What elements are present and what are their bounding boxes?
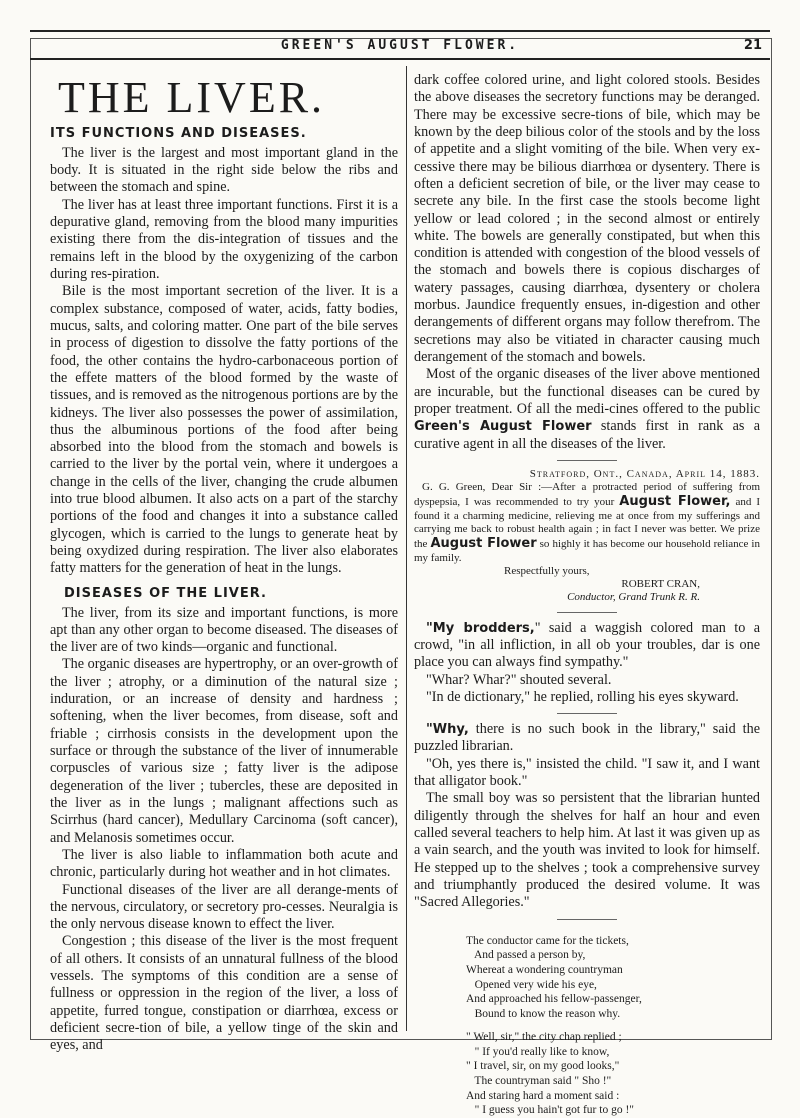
letter-text: After a protracted period of suffering from dyspepsia, I was recommended to try your <box>414 481 760 509</box>
poem-line: The conductor came for the tickets, <box>466 934 629 947</box>
poem-line: Bound to know the reason why. <box>466 1008 621 1021</box>
joke-lead: "My brodders, <box>426 620 535 636</box>
poem-line: " I guess you hain't got fur to go !" <box>466 1104 634 1117</box>
letter-text: and I found it a charming medicine, relieving me at once from my sufferings and carrying me back to robust health again ; in fact I never was better. We prize the <box>414 496 760 551</box>
stanza-break <box>466 1022 760 1030</box>
brand-name: August Flower <box>430 536 537 552</box>
joke-paragraph: "Whar? Whar?" shouted several. <box>426 671 612 688</box>
joke-paragraph: "In de dictionary," he replied, rolling his eyes skyward. <box>426 688 739 705</box>
paragraph-august-flower <box>414 366 760 453</box>
paragraph: The liver is also liable to inflammation both acute and chronic, particularly during hot weather and in hot climates. <box>50 846 398 881</box>
joke-lead: "Why, <box>426 722 469 738</box>
letter-body <box>414 481 760 565</box>
right-column <box>414 72 760 1118</box>
poem-line: " I travel, sir, on my good looks," <box>466 1060 620 1073</box>
poem-line: " If you'd really like to know, <box>466 1045 610 1058</box>
letter-signer: ROBERT CRAN, <box>621 578 700 591</box>
poem-line: And staring hard a moment said : <box>466 1089 620 1102</box>
divider-rule <box>557 612 617 613</box>
section-heading-diseases: DISEASES OF THE LIVER. <box>64 585 267 601</box>
paragraph: Congestion ; this disease of the liver is the most frequent of all others. It consists of an unnatural fullness of the blood vessels. The symptoms of this condition are a sense of fullness or oppression in the region of the liver, a loss of appetite, furred tongue, constipation or diarrhœa, excess or deficient secre-tion of bile, a yellow tinge of the skin and eyes, and <box>50 933 398 1054</box>
paragraph: dark coffee colored urine, and light colored stools. Besides the above diseases the secretory functions may be deranged. There may be excessive secre-tions of bile, which may be known by the deep bilious color of the stools and by the loss of appetite and a slight vomiting of the bile. When very ex-cessive there may be bilious diarrhœa or dysentery. There is often a deficient secretion of bile, or the liver may cease to secrete any bile. In the first case the stools become light yellow or lead colored ; in the second almost or entirely white. The bowels are generally constipated, but when this condition is attended with congestion of the blood vessels of the stomach and bowels there is copious discharges of watery passages, causing diarrhœa, dysentery or cholera morbus. Jaundice frequently ensues, in-digestion and other derangements of different organs may follow therefrom. The secretions may also be vitiated in character causing much derangement of the stomach and bowels. <box>414 72 760 365</box>
running-header <box>30 30 770 60</box>
paragraph: The liver has at least three important functions. First it is a depurative gland, removing from the blood many impurities existing there from the dis-integration of tissues and the remains left in the blood by the oxygenizing of the carbon during res-piration. <box>50 196 398 283</box>
section-heading-functions: ITS FUNCTIONS AND DISEASES. <box>50 126 307 141</box>
letter-text: so highly it has become our household reliance in my family. <box>414 538 760 564</box>
poem-line: Opened very wide his eye, <box>466 978 597 991</box>
letter-salutation: G. G. Green, Dear Sir :— <box>422 481 553 494</box>
brand-name: Green's August Flower <box>414 419 592 435</box>
paragraph-text: stands first in rank as a curative agent in all the diseases of the liver. <box>414 418 760 452</box>
divider-rule <box>557 713 617 714</box>
letter-dateline: Stratford, Ont., Canada, April 14, 1883. <box>529 467 760 480</box>
paragraph: Functional diseases of the liver are all derange-ments of the nervous, circulatory, or secretory pro-cesses. Neuralgia is the only nervous disease known to effect the liver. <box>50 881 398 933</box>
brand-name: August Flower, <box>619 494 731 510</box>
paragraph-text: Most of the organic diseases of the liver above mentioned are incurable, but the functional diseases can be cured by proper treatment. Of all the medi-cines offered to the public <box>414 366 760 417</box>
joke-paragraph <box>414 620 760 672</box>
poem-line: Whereat a wondering countryman <box>466 964 623 976</box>
joke-text: " said a waggish colored man to a crowd, "in all infliction, in all ob your troubles, dar is one place you can always find sympathy." <box>414 619 760 671</box>
divider-rule <box>557 919 617 920</box>
letter-closing: Respectfully yours, <box>504 565 590 577</box>
joke-paragraph: "Oh, yes there is," insisted the child. "I saw it, and I want that alligator book." <box>414 755 760 790</box>
joke-paragraph <box>414 721 760 756</box>
poem-line: " Well, sir," the city chap replied ; <box>466 1030 622 1043</box>
letter-signer-title: Conductor, Grand Trunk R. R. <box>567 591 700 604</box>
paragraph: The liver is the largest and most important gland in the body. It is situated in the right side below the ribs and between the stomach and spine. <box>50 144 398 196</box>
joke-text: there is no such book in the library," said the puzzled librarian. <box>414 721 760 755</box>
poem <box>466 934 760 1118</box>
left-column <box>50 72 398 1055</box>
paragraph: The organic diseases are hypertrophy, or an over-growth of the liver ; atrophy, or a diminution of the natural size ; induration, or an increase of density and hardness ; softening, when the liver becomes, from disease, soft and friable ; cirrhosis consists in the development upon the surface or through the substance of the liver of innumerable corpuscles of various size ; fatty liver is the adipose degeneration of the liver ; tubercles, these are deposited in the liver as in the lungs ; malignant affections such as Scirrhus (hard cancer), Medullary Carcinoma (soft cancer), and Melanosis sometimes occur. <box>50 656 398 846</box>
running-title: GREEN'S AUGUST FLOWER. <box>280 37 520 53</box>
paragraph: Bile is the most important secretion of the liver. It is a complex substance, composed of water, acids, fatty bodies, mucus, salts, and coloring matter. One part of the bile serves in process of digestion to dissolve the fatty portions of the food, the other contains the hydro-carbonaceous portion of the effete matters of the blood formed by the waste of tissues, and is removed as the nitrogenous portions are by the kidneys. The liver also possesses the power of assimilation, thus the albuminous portions of the food after being absorbed into the blood from the stomach and bowels is carried to the liver by the portal vein, where it undergoes a change in the cells of the liver, changing the crude albumen into true blood albumen. It also acts on a part of the starchy portions of the food and changes it into a substance called glycogen, which is carried to the lungs to generate heat by being oxydized during respiration. The liver also elaborates fatty matters for the generation of heat in the lungs. <box>50 283 398 577</box>
divider-rule <box>557 460 617 461</box>
poem-line: And approached his fellow-passenger, <box>466 993 642 1006</box>
article-title: THE LIVER. <box>58 73 326 122</box>
poem-line: And passed a person by, <box>466 949 586 962</box>
page-number: 21 <box>743 38 762 53</box>
poem-line: The countryman said " Sho !" <box>466 1075 612 1088</box>
joke-paragraph: The small boy was so persistent that the librarian hunted diligently through the shelves for half an hour and even called several teachers to help him. At last it was given up as a vain search, and the youth was invited to look for himself. He stepped up to the shelves ; took a comprehensive survey and triumphantly produced the desired volume. It was "Sacred Allegories." <box>414 790 760 911</box>
testimonial-letter <box>414 468 760 605</box>
paragraph: The liver, from its size and important functions, is more apt than any other organ to become diseased. The diseases of the liver are of two kinds—organic and functional. <box>50 604 398 656</box>
column-divider <box>406 66 407 1031</box>
